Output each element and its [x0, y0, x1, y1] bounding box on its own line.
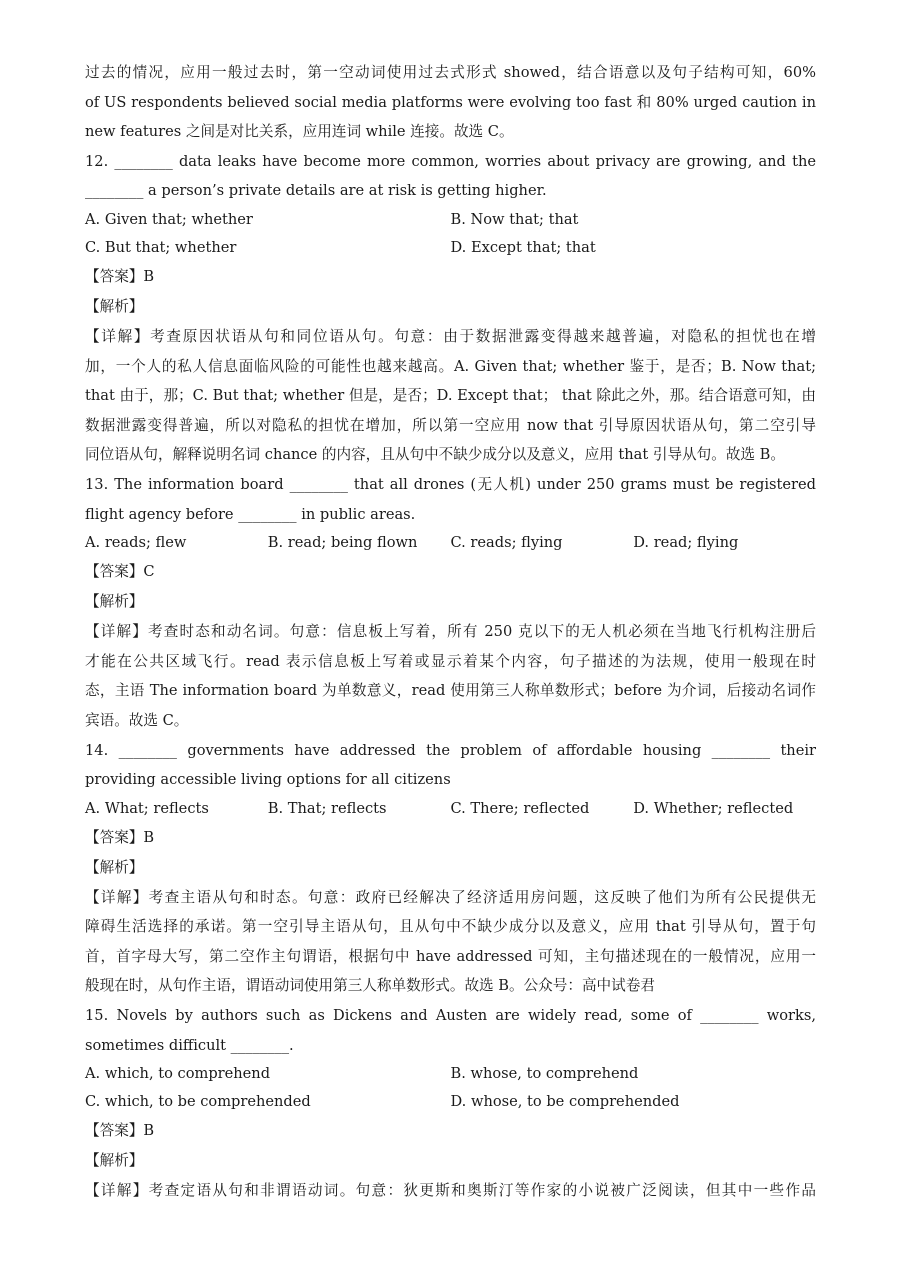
- analysis-label: 【解析】: [85, 1152, 144, 1170]
- answer-label: 【答案】B: [85, 1122, 155, 1140]
- option-a: A. reads; flew: [85, 534, 187, 552]
- intro-line: 过去的情况，应用一般过去时，第一空动词使用过去式形式 showed，结合语意以及句子结构可知，60%: [85, 64, 816, 81]
- option-a: A. What; reflects: [85, 799, 209, 817]
- detail-line: 同位语从句，解释说明名词 chance 的内容，且从句中不缺少成分以及意义，应用 that 引导从句。故选 B。: [85, 446, 785, 464]
- question-stem: 14. ________ governments have addressed the problem of affordable housing ________ their: [85, 741, 816, 759]
- intro-paragraph: [85, 58, 816, 147]
- option-b: B. That; reflects: [267, 799, 387, 817]
- options-row: [85, 1060, 816, 1088]
- option-d: D. Whether; reflected: [633, 799, 794, 817]
- option-d: D. read; flying: [633, 534, 739, 552]
- option-c: C. But that; whether: [85, 238, 237, 256]
- analysis-label: 【解析】: [85, 858, 144, 876]
- option-a: A. which, to comprehend: [85, 1065, 271, 1083]
- question-stem: 13. The information board ________ that all drones (无人机) under 250 grams must be registered: [85, 475, 816, 493]
- detail-line: 加，一个人的私人信息面临风险的可能性也越来越高。A. Given that; whether 鉴于，是否；B. Now that;: [85, 357, 816, 375]
- detail-line: 数据泄露变得普遍，所以对隐私的担忧在增加，所以第一空应用 now that 引导原因状语从句，第二空引导: [85, 416, 816, 434]
- question-stem: sometimes difficult ________.: [85, 1036, 294, 1054]
- detail-line: 态，主语 The information board 为单数意义，read 使用第三人称单数形式；before 为介词，后接动名词作: [85, 682, 816, 700]
- option-c: C. which, to be comprehended: [85, 1093, 311, 1111]
- intro-line: of US respondents believed social media platforms were evolving too fast 和 80% urged caution in: [85, 93, 816, 111]
- answer-label: 【答案】B: [85, 267, 155, 285]
- option-d: D. whose, to be comprehended: [450, 1093, 680, 1111]
- intro-line: new features 之间是对比关系，应用连词 while 连接。故选 C。: [85, 123, 514, 141]
- detail-line: 宾语。故选 C。: [85, 711, 189, 729]
- detail-line: 般现在时，从句作主语，谓语动词使用第三人称单数形式。故选 B。公众号：高中试卷君: [85, 977, 655, 995]
- question-stem: providing accessible living options for all citizens: [85, 771, 451, 789]
- option-c: C. There; reflected: [450, 799, 590, 817]
- question-13: [85, 470, 816, 736]
- document-page: [85, 58, 816, 1206]
- option-b: B. whose, to comprehend: [450, 1065, 639, 1083]
- options-row: [85, 529, 816, 557]
- options-row: [85, 1088, 816, 1116]
- question-stem: 15. Novels by authors such as Dickens and Austen are widely read, some of ________ works,: [85, 1007, 816, 1025]
- options-row: [85, 206, 816, 234]
- detail-line: 才能在公共区域飞行。read 表示信息板上写着或显示着某个内容，句子描述的为法规，使用一般现在时: [85, 652, 816, 670]
- answer-label: 【答案】B: [85, 828, 155, 846]
- detail-line: 【详解】考查定语从句和非谓语动词。句意：狄更斯和奥斯汀等作家的小说被广泛阅读，但其中一些作品: [85, 1182, 816, 1200]
- detail-line: that 由于，那；C. But that; whether 但是，是否；D. Except that； that 除此之外，那。结合语意可知，由: [85, 387, 816, 405]
- analysis-label: 【解析】: [85, 593, 144, 611]
- question-stem: flight agency before ________ in public areas.: [85, 505, 416, 523]
- detail-line: 【详解】考查时态和动名词。句意：信息板上写着，所有 250 克以下的无人机必须在当地飞行机构注册后: [85, 623, 816, 641]
- option-a: A. Given that; whether: [85, 210, 253, 228]
- answer-label: 【答案】C: [85, 563, 155, 581]
- detail-line: 障碍生活选择的承诺。第一空引导主语从句，且从句中不缺少成分以及意义，应用 that 引导从句，置于句: [85, 918, 816, 936]
- detail-line: 【详解】考查主语从句和时态。句意：政府已经解决了经济适用房问题，这反映了他们为所有公民提供无: [85, 888, 816, 906]
- option-b: B. Now that; that: [450, 210, 579, 228]
- option-d: D. Except that; that: [450, 238, 596, 256]
- options-row: [85, 234, 816, 262]
- question-15: [85, 1001, 816, 1206]
- detail-line: 【详解】考查原因状语从句和同位语从句。句意：由于数据泄露变得越来越普遍，对隐私的担忧也在增: [85, 327, 816, 345]
- question-12: [85, 147, 816, 470]
- option-c: C. reads; flying: [450, 534, 563, 552]
- option-b: B. read; being flown: [267, 534, 418, 552]
- question-stem: ________ a person’s private details are at risk is getting higher.: [85, 182, 547, 200]
- question-14: [85, 736, 816, 1002]
- question-stem: 12. ________ data leaks have become more common, worries about privacy are growing, and the: [85, 152, 816, 170]
- analysis-label: 【解析】: [85, 297, 144, 315]
- options-row: [85, 795, 816, 823]
- detail-line: 首，首字母大写，第二空作主句谓语，根据句中 have addressed 可知，主句描述现在的一般情况，应用一: [85, 947, 816, 965]
